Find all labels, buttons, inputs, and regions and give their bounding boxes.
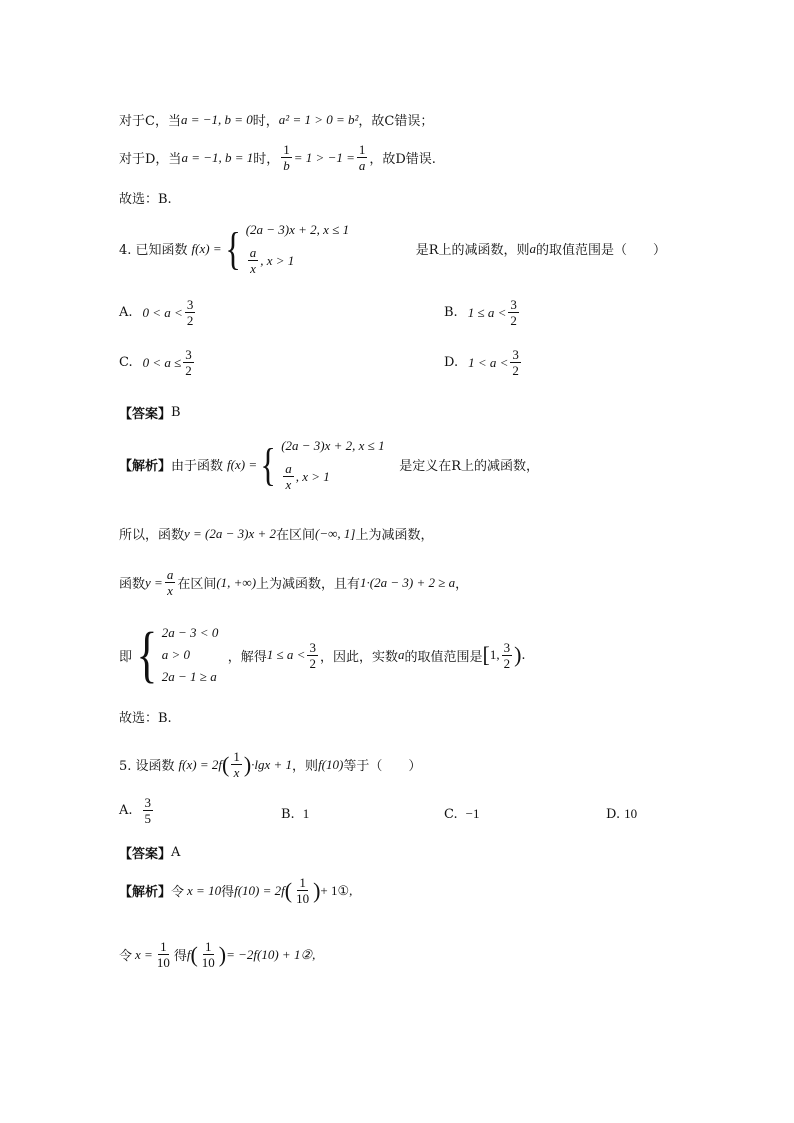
fraction (231, 750, 242, 779)
denominator: 10 (296, 891, 310, 906)
text: 时， (252, 114, 279, 129)
case-1: (2a − 3)x + 2, x ≤ 1 (245, 222, 350, 237)
math: 0 < a < (142, 304, 183, 320)
answer-tag: 【答案】 (119, 847, 172, 862)
fraction (283, 462, 294, 491)
fraction (307, 641, 318, 670)
text: ，故C错误； (358, 114, 434, 129)
numerator: 1 (358, 142, 366, 157)
denominator: 5 (144, 811, 152, 826)
inequality: 2a − 3 < 0 (161, 625, 219, 640)
case-2 (246, 246, 416, 275)
q4-analysis (119, 438, 539, 491)
denominator: 2 (186, 313, 194, 328)
text: 在区间 (177, 577, 217, 592)
q4-answer (119, 403, 181, 422)
numerator: 1 (160, 939, 167, 954)
numerator: 1 (283, 142, 290, 157)
denominator: 2 (185, 363, 192, 378)
math: a = −1, b = 0 (180, 111, 253, 127)
case-1: (2a − 3)x + 2, x ≤ 1 (281, 438, 385, 453)
q5-analysis-line1 (119, 876, 352, 905)
inequality: a > 0 (161, 647, 191, 662)
math: y = (2a − 3)x + 2 (184, 525, 277, 541)
numerator: 3 (144, 795, 152, 810)
math: 1·(2a − 3) + 2 ≥ a (360, 574, 456, 590)
denominator: 2 (503, 655, 511, 671)
text: 令 (171, 885, 185, 900)
text: 故选：B. (119, 192, 172, 207)
text: 的取值范围是 (404, 649, 483, 665)
text: 在区间 (276, 528, 316, 543)
question-4 (119, 222, 666, 275)
denominator: x (233, 765, 240, 780)
fraction (165, 568, 176, 597)
text: 令 (119, 949, 133, 964)
fraction (143, 796, 154, 825)
question-number: 4. 已知函数 (119, 243, 188, 258)
option-value: 10 (624, 806, 638, 821)
analysis-tag: 【解析】 (119, 459, 172, 474)
text: 上为减函数， (355, 528, 434, 543)
case-2 (281, 462, 399, 491)
numerator: 3 (185, 347, 192, 362)
q4-option-b (444, 298, 521, 327)
option-value: −1 (465, 806, 480, 821)
text: 由于函数 (171, 459, 224, 474)
denominator: 2 (512, 363, 519, 378)
option-label: D. (444, 355, 459, 370)
fraction (294, 876, 311, 905)
math: 1 ≤ a < (266, 647, 306, 662)
fraction (357, 143, 368, 172)
q5-answer (119, 843, 180, 862)
q5-option-b (281, 806, 309, 822)
brace: { (224, 222, 241, 274)
math: f(x) = 2f (178, 756, 222, 772)
text: 是定义在R上的减函数， (399, 459, 539, 474)
choice-line (119, 188, 172, 207)
denominator: x (167, 583, 173, 598)
brace: { (260, 438, 276, 490)
fraction (281, 143, 292, 172)
text: . (521, 647, 526, 663)
fraction (508, 298, 519, 327)
text: 得 (221, 885, 235, 900)
choice-line (119, 707, 172, 726)
option-value: 1 (302, 806, 310, 821)
paren-close: ) (218, 941, 227, 967)
fraction (248, 246, 259, 275)
denominator: x (285, 477, 292, 492)
math: x = 10 (187, 882, 222, 898)
brace: { (136, 621, 158, 689)
q4-option-a (119, 298, 197, 327)
paren-close: ) (514, 642, 522, 667)
option-label: A. (119, 305, 133, 320)
text: 等于（ ） (343, 759, 422, 774)
math: f(10) (318, 756, 344, 772)
denominator: 2 (510, 313, 517, 328)
math: + 1①, (320, 882, 353, 898)
answer-value: B (171, 405, 181, 420)
numerator: 1 (299, 875, 306, 890)
q4-analysis-line2 (119, 524, 434, 543)
line-option-c (119, 110, 433, 129)
numerator: 3 (186, 297, 194, 312)
numerator: 3 (503, 639, 511, 655)
text: 得 (173, 949, 187, 964)
answer-value: A (171, 845, 181, 860)
condition: , x > 1 (260, 252, 295, 268)
paren-open: ( (190, 941, 198, 967)
q4-analysis-line3 (119, 568, 468, 597)
fraction (183, 348, 194, 377)
text: ，解得 (227, 649, 267, 665)
text: 对于C，当 (119, 114, 181, 129)
option-label: C. (119, 355, 133, 370)
text: 是R上的减函数，则 (415, 243, 530, 258)
numerator: a (166, 567, 174, 582)
q4-option-c (119, 348, 196, 377)
math: (1, +∞) (216, 574, 257, 590)
numerator: 1 (205, 939, 212, 954)
option-label: C. (444, 806, 458, 822)
paren-open: ( (284, 877, 293, 903)
condition: , x > 1 (295, 468, 330, 484)
fraction (502, 641, 513, 670)
math: x = (135, 946, 153, 962)
math: ·lgx + 1 (251, 756, 293, 772)
numerator: a (249, 245, 257, 260)
denominator: 10 (156, 955, 170, 970)
answer-tag: 【答案】 (119, 407, 172, 422)
math: a (397, 647, 405, 662)
question-number: 5. 设函数 (119, 759, 175, 774)
q4-option-d (444, 348, 523, 377)
q5-option-c (444, 806, 479, 822)
math: 1 < a < (468, 354, 509, 370)
q4-analysis-line4 (119, 621, 526, 689)
text: ， (455, 577, 469, 592)
q5-analysis-line2 (119, 940, 315, 969)
piecewise-cases (246, 222, 416, 275)
text: 时， (253, 152, 280, 167)
denominator: x (250, 261, 256, 276)
math: f (186, 946, 191, 962)
line-option-d (119, 143, 436, 172)
inequality: 2a − 1 ≥ a (161, 669, 217, 684)
text: 所以，函数 (119, 528, 185, 543)
option-label: D. (606, 806, 621, 822)
text: ，故D错误. (369, 152, 436, 167)
text: 函数 (119, 577, 146, 592)
fraction (185, 298, 196, 327)
text: 故选：B. (119, 711, 172, 726)
math: f(x) = (227, 456, 258, 472)
numerator: 1 (233, 749, 240, 764)
fraction (200, 940, 217, 969)
fraction (510, 348, 521, 377)
paren-close: ) (313, 877, 321, 903)
option-label: B. (444, 305, 458, 320)
math: a (529, 240, 536, 256)
denominator: 2 (309, 655, 316, 671)
denominator: b (283, 158, 290, 173)
denominator: a (358, 158, 366, 173)
fraction (155, 940, 172, 969)
text: ，则 (292, 759, 319, 774)
math: = 1 > −1 = (293, 149, 355, 165)
q5-option-a (119, 796, 155, 825)
numerator: 3 (309, 639, 316, 655)
math: (−∞, 1] (315, 525, 356, 541)
math: a² = 1 > 0 = b² (278, 111, 359, 127)
text: 对于D，当 (119, 152, 182, 167)
option-label: B. (281, 806, 295, 822)
math: f(10) = 2f (234, 882, 285, 898)
piecewise-cases (281, 438, 399, 491)
option-label: A. (119, 803, 133, 818)
text: 的取值范围是（ ） (536, 243, 667, 258)
text: ，因此，实数 (319, 649, 398, 665)
math: = −2f(10) + 1②, (226, 946, 316, 962)
paren-open: ( (221, 751, 230, 777)
math: a = −1, b = 1 (181, 149, 254, 165)
analysis-tag: 【解析】 (119, 885, 172, 900)
text: 上为减函数，且有 (256, 577, 361, 592)
bracket-open: [ (482, 642, 490, 667)
math: f(x) = (191, 240, 222, 256)
text: 即 (119, 649, 133, 665)
numerator: a (285, 461, 292, 476)
numerator: 3 (510, 297, 517, 312)
numerator: 3 (512, 347, 519, 362)
denominator: 10 (201, 955, 215, 970)
math: 0 < a ≤ (142, 354, 182, 370)
math: y = (145, 574, 163, 590)
math: 1, (489, 647, 500, 662)
math: 1 ≤ a < (467, 304, 507, 320)
inequality-system (162, 625, 228, 685)
question-5 (119, 750, 421, 779)
q5-option-d (606, 806, 637, 822)
paren-close: ) (243, 751, 252, 777)
